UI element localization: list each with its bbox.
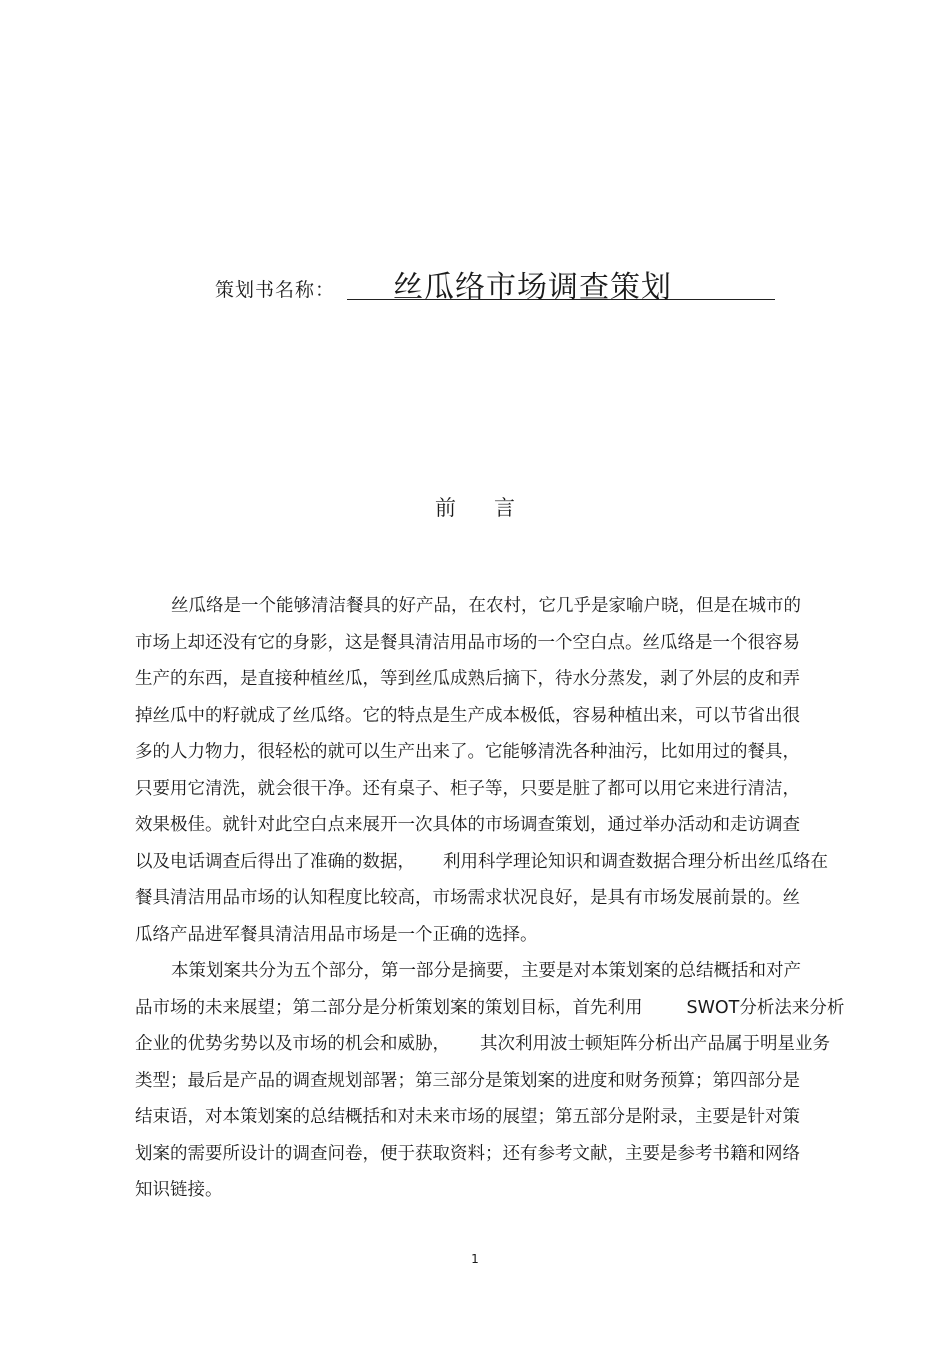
- preface-paragraph-2: [135, 953, 845, 1209]
- text-line: 市场上却还没有它的身影，这是餐具清洁用品市场的一个空白点。丝瓜络是一个很容易: [135, 632, 800, 653]
- text-line: 掉丝瓜中的籽就成了丝瓜络。它的特点是生产成本极低，容易种植出来，可以节省出很: [135, 705, 800, 726]
- text-line: 划案的需要所设计的调查问卷，便于获取资料；还有参考文献，主要是参考书籍和网络: [135, 1143, 800, 1164]
- text-line: [135, 844, 835, 881]
- text-line: 只要用它清洗，就会很干净。还有桌子、柜子等，只要是脏了都可以用它来进行清洁，: [135, 778, 800, 799]
- plan-title-label: 策划书名称：: [215, 279, 336, 301]
- preface-paragraph-1: [135, 588, 835, 953]
- preface-body: [135, 588, 845, 1209]
- plan-title-row: [215, 258, 785, 306]
- text-line: 类型；最后是产品的调查规划部署；第三部分是策划案的进度和财务预算；第四部分是: [135, 1070, 800, 1091]
- text-line: [135, 990, 845, 1027]
- text-segment: 品市场的未来展望；第二部分是分析策划案的策划目标，首先利用: [135, 997, 643, 1018]
- text-line: 本策划案共分为五个部分，第一部分是摘要，主要是对本策划案的总结概括和对产: [171, 961, 801, 981]
- text-line: 丝瓜络是一个能够清洁餐具的好产品，在农村，它几乎是家喻户晓，但是在城市的: [171, 596, 801, 616]
- text-line: [135, 1026, 835, 1063]
- text-segment: 其次利用波士顿矩阵分析出产品属于明星业务: [480, 1034, 830, 1054]
- text-line: 知识链接。: [135, 1180, 223, 1200]
- text-line: 多的人力物力，很轻松的就可以生产出来了。它能够清洗各种油污，比如用过的餐具，: [135, 742, 800, 762]
- text-line: 结束语，对本策划案的总结概括和对未来市场的展望；第五部分是附录，主要是针对策: [135, 1107, 800, 1127]
- text-segment: 以及电话调查后得出了准确的数据，: [135, 851, 415, 872]
- page-number: 1: [471, 1252, 479, 1266]
- plan-title-underline: [347, 258, 775, 305]
- text-segment: 利用科学理论知识和调查数据合理分析出丝瓜络在: [443, 851, 828, 872]
- text-segment: SWOT分析法来分析: [686, 997, 845, 1018]
- text-line: 效果极佳。就针对此空白点来展开一次具体的市场调查策划，通过举办活动和走访调查: [135, 815, 800, 835]
- text-line: 生产的东西，是直接种植丝瓜，等到丝瓜成熟后摘下，待水分蒸发，剥了外层的皮和弄: [135, 669, 800, 689]
- text-line: 餐具清洁用品市场的认知程度比较高，市场需求状况良好，是具有市场发展前景的。丝: [135, 888, 800, 908]
- text-line: 瓜络产品进军餐具清洁用品市场是一个正确的选择。: [135, 924, 538, 945]
- plan-title-value: 丝瓜络市场调查策划: [393, 270, 672, 305]
- text-segment: 企业的优势劣势以及市场的机会和威胁，: [135, 1034, 450, 1054]
- preface-heading: 前言: [435, 496, 553, 520]
